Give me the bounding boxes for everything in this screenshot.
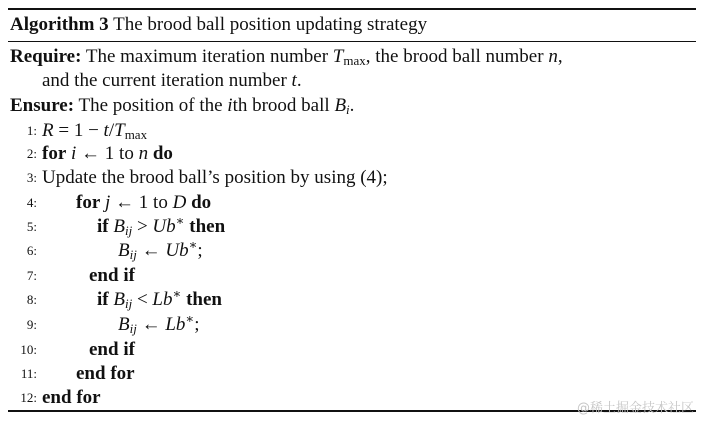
line-number: 6: (26, 243, 37, 258)
require-line-1 (10, 45, 563, 69)
require-line2-text: and the current iteration number (42, 70, 287, 91)
line-code: $B_{ij}$ ← Lb∗; (118, 311, 200, 336)
algorithm-label: Algorithm 3 (10, 14, 109, 35)
require-text-3: , (557, 46, 563, 67)
require-line-2 (42, 69, 302, 93)
top-rule (8, 8, 696, 10)
algorithm-header (10, 12, 427, 38)
line-number: 3: (26, 170, 37, 185)
line-code: Update the brood ball’s position by using (4); (42, 167, 388, 188)
require-text-1: The maximum iteration number (85, 46, 329, 67)
line-number: 5: (26, 219, 37, 234)
line-code: $B_{ij}$ ← Ub∗; (118, 237, 203, 262)
algorithm-block (8, 8, 696, 414)
line-code: $R = 1 - t/T_{max}$ (42, 120, 148, 142)
require-line2-period: . (296, 70, 302, 91)
line-code: end if (89, 339, 135, 360)
line-number: 4: (26, 195, 37, 210)
line-number: 12: (20, 390, 37, 405)
require-text-2: , the brood ball number (365, 46, 544, 67)
line-code: if $B_{ij} < Lb^∗$ then (97, 286, 222, 311)
line-number: 10: (20, 342, 37, 357)
line-code: for j ← 1 to D do (76, 192, 212, 213)
ensure-bi: $B_i$ (334, 95, 350, 117)
ensure-keyword: Ensure: (10, 95, 75, 116)
line-code: end for (76, 363, 135, 384)
line-number: 1: (26, 123, 37, 138)
algorithm-title: The brood ball position updating strategy (113, 14, 428, 35)
line-number: 8: (26, 292, 37, 307)
ensure-line (10, 94, 354, 118)
ensure-text-2: th brood ball (232, 95, 330, 116)
line-code: for i ← 1 to n do (42, 143, 173, 164)
line-code: end if (89, 265, 135, 286)
line-number: 11: (20, 366, 37, 381)
line-number: 7: (26, 268, 37, 283)
ensure-i: i (227, 95, 233, 116)
watermark: @稀土掘金技术社区 (576, 401, 694, 416)
line-number: 9: (26, 317, 37, 332)
header-rule (8, 41, 696, 42)
require-n: n (548, 46, 558, 67)
ensure-text-1: The position of the (78, 95, 223, 116)
require-tmax: $T_{max}$ (332, 46, 366, 68)
line-code: end for (42, 387, 101, 408)
require-keyword: Require: (10, 46, 82, 67)
line-number: 2: (26, 146, 37, 161)
ensure-period: . (349, 95, 355, 116)
line-code: if $B_{ij} > Ub^∗$ then (97, 213, 226, 238)
require-t: t (291, 70, 297, 91)
